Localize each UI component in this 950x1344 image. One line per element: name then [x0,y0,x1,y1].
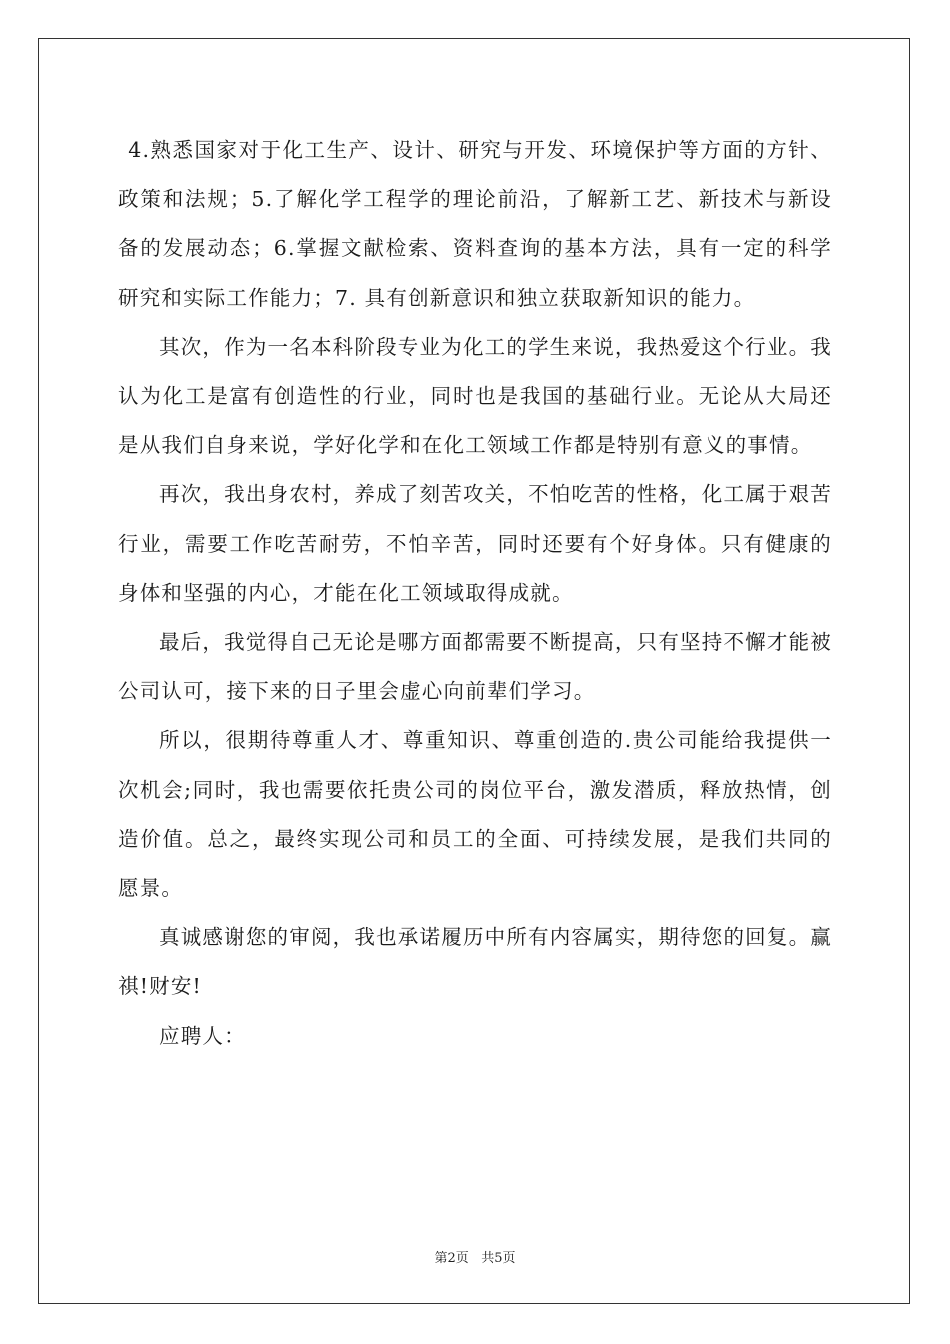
paragraph-improvement: 最后，我觉得自己无论是哪方面都需要不断提高，只有坚持不懈才能被公司认可，接下来的日子里会虚心向前辈们学习。 [118,630,832,704]
paragraph-thanks: 真诚感谢您的审阅，我也承诺履历中所有内容属实，期待您的回复。赢祺!财安! [118,925,832,999]
document-body [118,126,832,1061]
page-total: 共5页 [481,1251,516,1266]
paragraph-requirements: 4.熟悉国家对于化工生产、设计、研究与开发、环境保护等方面的方针、政策和法规；5.了解化学工程学的理论前沿，了解新工艺、新技术与新设备的发展动态；6.掌握文献检索、资料查询的基本方法，具有一定的科学研究和实际工作能力；7. 具有创新意识和独立获取新知识的能力。 [118,138,832,310]
paragraph-opportunity: 所以，很期待尊重人才、尊重知识、尊重创造的.贵公司能给我提供一次机会;同时，我也需要依托贵公司的岗位平台，激发潜质，释放热情，创造价值。总之，最终实现公司和员工的全面、可持续发展，是我们共同的愿景。 [118,728,832,901]
paragraph-passion: 其次，作为一名本科阶段专业为化工的学生来说，我热爱这个行业。我认为化工是富有创造性的行业，同时也是我国的基础行业。无论从大局还是从我们自身来说，学好化学和在化工领域工作都是特别有意义的事情。 [118,334,832,458]
page-footer [0,1247,950,1266]
paragraph-applicant: 应聘人： [159,1023,246,1048]
paragraph-background: 再次，我出身农村，养成了刻苦攻关，不怕吃苦的性格，化工属于艰苦行业，需要工作吃苦耐劳，不怕辛苦，同时还要有个好身体。只有健康的身体和坚强的内心，才能在化工领域取得成就。 [118,482,832,605]
page-number: 第2页 [434,1251,469,1266]
